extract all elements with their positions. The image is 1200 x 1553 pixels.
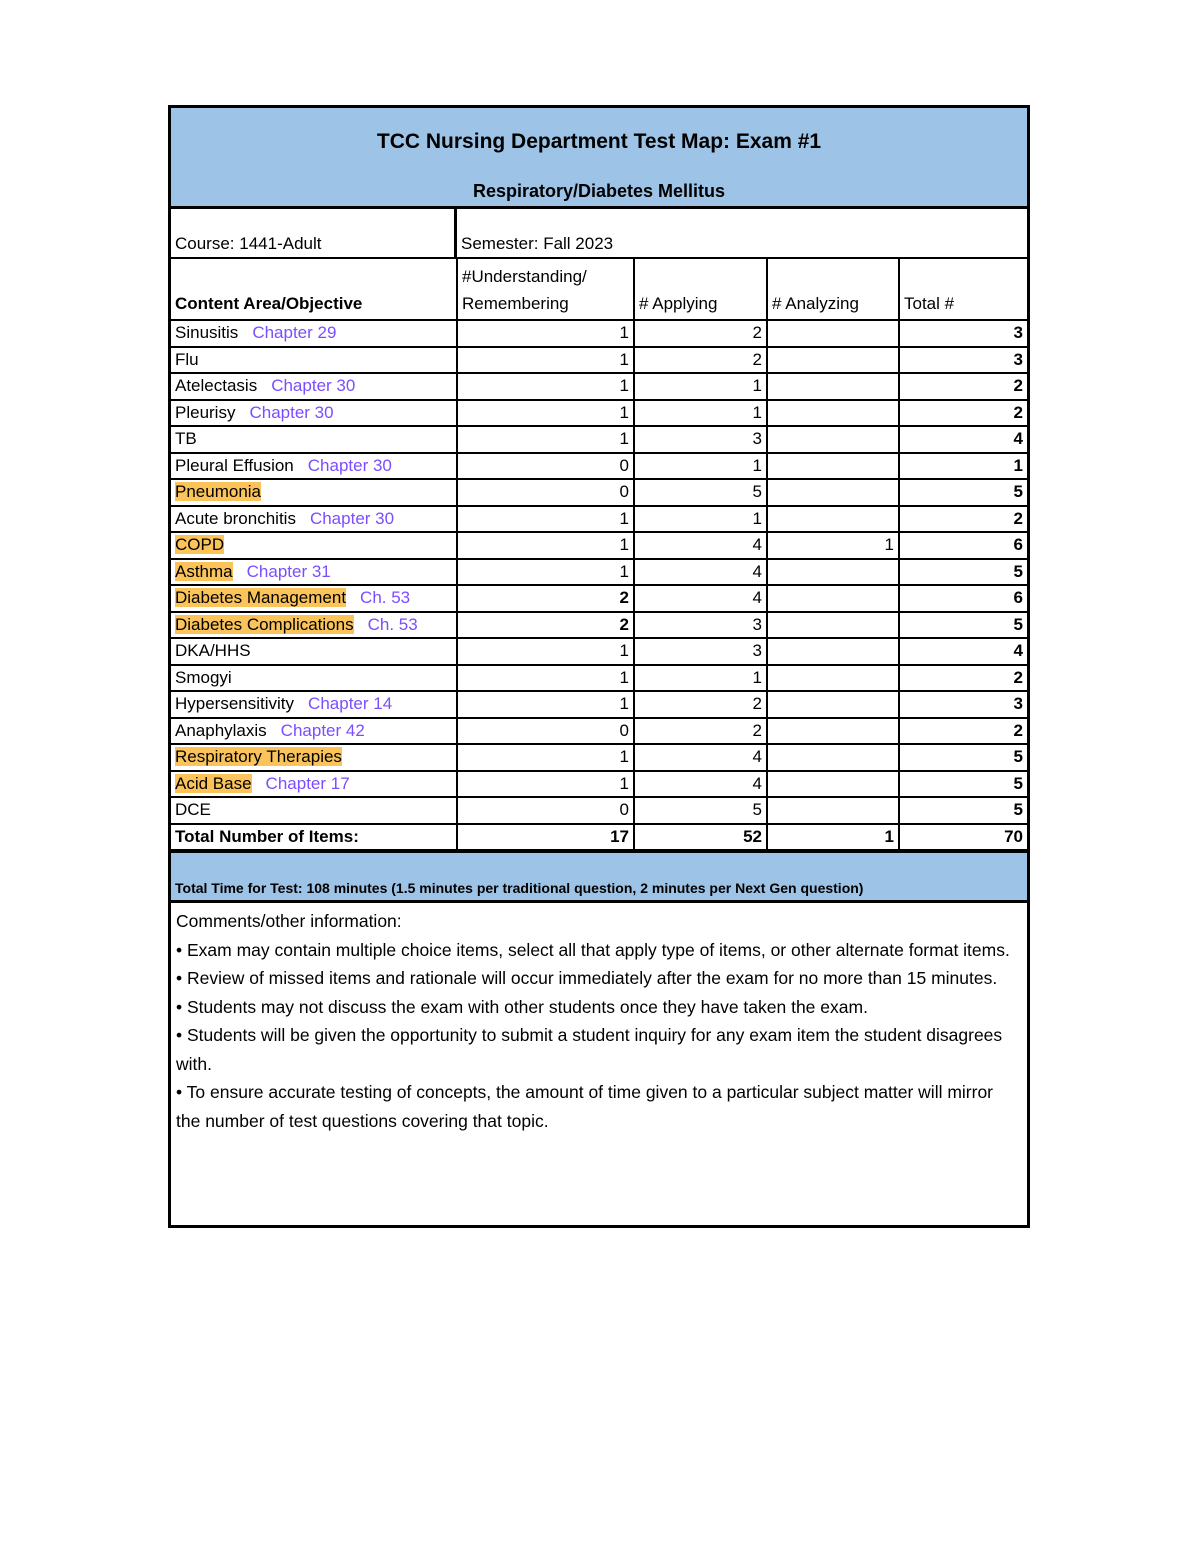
topic-label: Diabetes Complications [175, 614, 354, 634]
table-row [171, 665, 1027, 692]
topic-label: COPD [175, 535, 225, 555]
total-cell: 2 [899, 665, 1027, 692]
analyzing-cell [767, 479, 899, 506]
chapter-note: Chapter 14 [308, 694, 393, 714]
applying-cell: 2 [634, 320, 767, 347]
total-cell: 1 [899, 453, 1027, 480]
analyzing-cell [767, 638, 899, 665]
topic-label: Pleural Effusion [175, 455, 294, 475]
topic-cell [171, 665, 457, 692]
analyzing-cell [767, 559, 899, 586]
chapter-note: Chapter 17 [265, 773, 350, 793]
applying-cell: 4 [634, 559, 767, 586]
applying-cell: 1 [634, 665, 767, 692]
total-cell: 5 [899, 771, 1027, 798]
topic-label: Asthma [175, 561, 233, 581]
total-cell: 6 [899, 532, 1027, 559]
semester-label: Semester: Fall 2023 [461, 234, 614, 253]
topic-cell [171, 744, 457, 771]
total-cell: 2 [899, 400, 1027, 427]
page-title: TCC Nursing Department Test Map: Exam #1 [376, 130, 822, 153]
total-cell: 3 [899, 320, 1027, 347]
topic-cell [171, 797, 457, 824]
table-row [171, 320, 1027, 347]
table-row [171, 479, 1027, 506]
comments-section [171, 903, 1027, 1225]
total-cell: 5 [899, 612, 1027, 639]
test-map-sheet [168, 105, 1030, 1228]
applying-cell: 3 [634, 638, 767, 665]
applying-cell: 1 [634, 373, 767, 400]
topic-cell [171, 347, 457, 374]
applying-cell: 2 [634, 347, 767, 374]
total-cell: 5 [899, 797, 1027, 824]
analyzing-cell [767, 665, 899, 692]
total-cell: 6 [899, 585, 1027, 612]
page-subtitle: Respiratory/Diabetes Mellitus [472, 181, 726, 201]
applying-cell: 5 [634, 479, 767, 506]
topic-label: Flu [175, 349, 199, 369]
topic-cell [171, 638, 457, 665]
topic-label: Respiratory Therapies [175, 747, 342, 767]
total-cell: 5 [899, 559, 1027, 586]
topic-label: Acid Base [175, 773, 252, 793]
table-row [171, 744, 1027, 771]
analyzing-cell [767, 373, 899, 400]
chapter-note: Chapter 30 [307, 455, 392, 475]
applying-cell: 5 [634, 797, 767, 824]
topic-label: TB [175, 429, 197, 449]
analyzing-cell [767, 718, 899, 745]
table-row [171, 506, 1027, 533]
table-row [171, 373, 1027, 400]
table-row [171, 612, 1027, 639]
topic-cell [171, 426, 457, 453]
comment-item: • Exam may contain multiple choice items, select all that apply type of items, or other alternate format items. [176, 939, 1010, 960]
test-map-header [171, 108, 1027, 209]
table-row [171, 400, 1027, 427]
total-time-note: Total Time for Test: 108 minutes (1.5 minutes per traditional question, 2 minutes per Next Gen question) [171, 851, 1027, 903]
applying-cell: 4 [634, 532, 767, 559]
totals-row [171, 824, 1027, 851]
table-row [171, 426, 1027, 453]
topic-label: Diabetes Management [175, 588, 347, 608]
understanding-cell: 0 [457, 718, 634, 745]
understanding-cell: 0 [457, 453, 634, 480]
applying-cell: 1 [634, 506, 767, 533]
applying-cell: 4 [634, 744, 767, 771]
comment-item: • Students will be given the opportunity to submit a student inquiry for any exam item the student disagrees with. [176, 1025, 1003, 1074]
test-map-table [171, 259, 1027, 851]
col-header-total: Total # [899, 259, 1027, 320]
col-header-analyzing: # Analyzing [767, 259, 899, 320]
chapter-note: Chapter 29 [252, 323, 337, 343]
table-header-row [171, 259, 1027, 320]
analyzing-cell [767, 771, 899, 798]
table-row [171, 691, 1027, 718]
topic-label: Atelectasis [175, 376, 258, 396]
chapter-note: Chapter 30 [309, 508, 395, 528]
applying-cell: 3 [634, 426, 767, 453]
chapter-note: Chapter 30 [249, 402, 334, 422]
topic-cell [171, 479, 457, 506]
topic-cell [171, 559, 457, 586]
total-cell: 3 [899, 691, 1027, 718]
understanding-cell: 1 [457, 506, 634, 533]
applying-cell: 2 [634, 718, 767, 745]
understanding-cell: 0 [457, 797, 634, 824]
total-total-cell: 70 [899, 824, 1027, 851]
topic-label: Sinusitis [175, 323, 239, 343]
chapter-note: Chapter 31 [246, 561, 331, 581]
topic-label: Hypersensitivity [175, 694, 295, 714]
topic-cell [171, 771, 457, 798]
understanding-cell: 2 [457, 585, 634, 612]
analyzing-cell [767, 612, 899, 639]
understanding-cell: 1 [457, 638, 634, 665]
course-label: Course: 1441-Adult [171, 209, 457, 257]
understanding-cell: 1 [457, 400, 634, 427]
table-row [171, 771, 1027, 798]
col-header-applying: # Applying [634, 259, 767, 320]
analyzing-cell [767, 347, 899, 374]
table-row [171, 718, 1027, 745]
understanding-cell: 1 [457, 373, 634, 400]
total-cell: 2 [899, 718, 1027, 745]
table-row [171, 453, 1027, 480]
topic-label: Smogyi [175, 667, 232, 687]
comment-item: • Students may not discuss the exam with other students once they have taken the exam. [176, 996, 868, 1017]
table-row [171, 347, 1027, 374]
chapter-note: Chapter 30 [271, 376, 356, 396]
total-cell: 3 [899, 347, 1027, 374]
total-cell: 2 [899, 506, 1027, 533]
understanding-cell: 2 [457, 612, 634, 639]
analyzing-cell [767, 585, 899, 612]
table-row [171, 797, 1027, 824]
analyzing-cell [767, 691, 899, 718]
topic-label: Anaphylaxis [175, 720, 267, 740]
topic-cell [171, 373, 457, 400]
comments-heading: Comments/other information: [176, 911, 402, 931]
understanding-cell: 1 [457, 320, 634, 347]
col-header-content: Content Area/Objective [171, 259, 457, 320]
topic-cell [171, 453, 457, 480]
analyzing-cell: 1 [767, 532, 899, 559]
analyzing-cell [767, 506, 899, 533]
applying-cell: 1 [634, 453, 767, 480]
topic-label: DKA/HHS [175, 641, 251, 661]
totals-label: Total Number of Items: [171, 824, 457, 851]
total-analyzing-cell: 1 [767, 824, 899, 851]
applying-cell: 1 [634, 400, 767, 427]
table-row [171, 532, 1027, 559]
table-row [171, 559, 1027, 586]
course-info-row [171, 209, 1027, 259]
topic-cell [171, 718, 457, 745]
topic-cell [171, 506, 457, 533]
understanding-cell: 1 [457, 347, 634, 374]
topic-cell [171, 400, 457, 427]
topic-cell [171, 532, 457, 559]
analyzing-cell [767, 744, 899, 771]
col-header-understanding: #Understanding/ Remembering [457, 259, 634, 320]
topic-cell [171, 320, 457, 347]
table-row [171, 638, 1027, 665]
comment-item: • To ensure accurate testing of concepts, the amount of time given to a particular subject matter will mirror the number of test questions covering that topic. [176, 1082, 994, 1131]
understanding-cell: 1 [457, 744, 634, 771]
chapter-note: Chapter 42 [280, 720, 365, 740]
topic-cell [171, 585, 457, 612]
understanding-cell: 1 [457, 665, 634, 692]
topic-label: DCE [175, 800, 211, 820]
analyzing-cell [767, 797, 899, 824]
topic-cell [171, 612, 457, 639]
analyzing-cell [767, 453, 899, 480]
total-cell: 2 [899, 373, 1027, 400]
understanding-cell: 1 [457, 532, 634, 559]
total-cell: 4 [899, 426, 1027, 453]
table-row [171, 585, 1027, 612]
topic-label: Pneumonia [175, 482, 262, 502]
topic-label: Acute bronchitis [175, 508, 296, 528]
total-cell: 5 [899, 479, 1027, 506]
comment-item: • Review of missed items and rationale will occur immediately after the exam for no more than 15 minutes. [176, 968, 998, 988]
total-understanding-cell: 17 [457, 824, 634, 851]
chapter-note: Ch. 53 [360, 588, 411, 608]
understanding-cell: 1 [457, 559, 634, 586]
total-cell: 4 [899, 638, 1027, 665]
total-cell: 5 [899, 744, 1027, 771]
understanding-cell: 1 [457, 426, 634, 453]
understanding-cell: 1 [457, 771, 634, 798]
applying-cell: 4 [634, 771, 767, 798]
applying-cell: 4 [634, 585, 767, 612]
analyzing-cell [767, 426, 899, 453]
understanding-cell: 1 [457, 691, 634, 718]
chapter-note: Ch. 53 [367, 614, 418, 634]
understanding-cell: 0 [457, 479, 634, 506]
analyzing-cell [767, 400, 899, 427]
applying-cell: 2 [634, 691, 767, 718]
topic-cell [171, 691, 457, 718]
topic-label: Pleurisy [175, 402, 236, 422]
applying-cell: 3 [634, 612, 767, 639]
analyzing-cell [767, 320, 899, 347]
total-applying-cell: 52 [634, 824, 767, 851]
